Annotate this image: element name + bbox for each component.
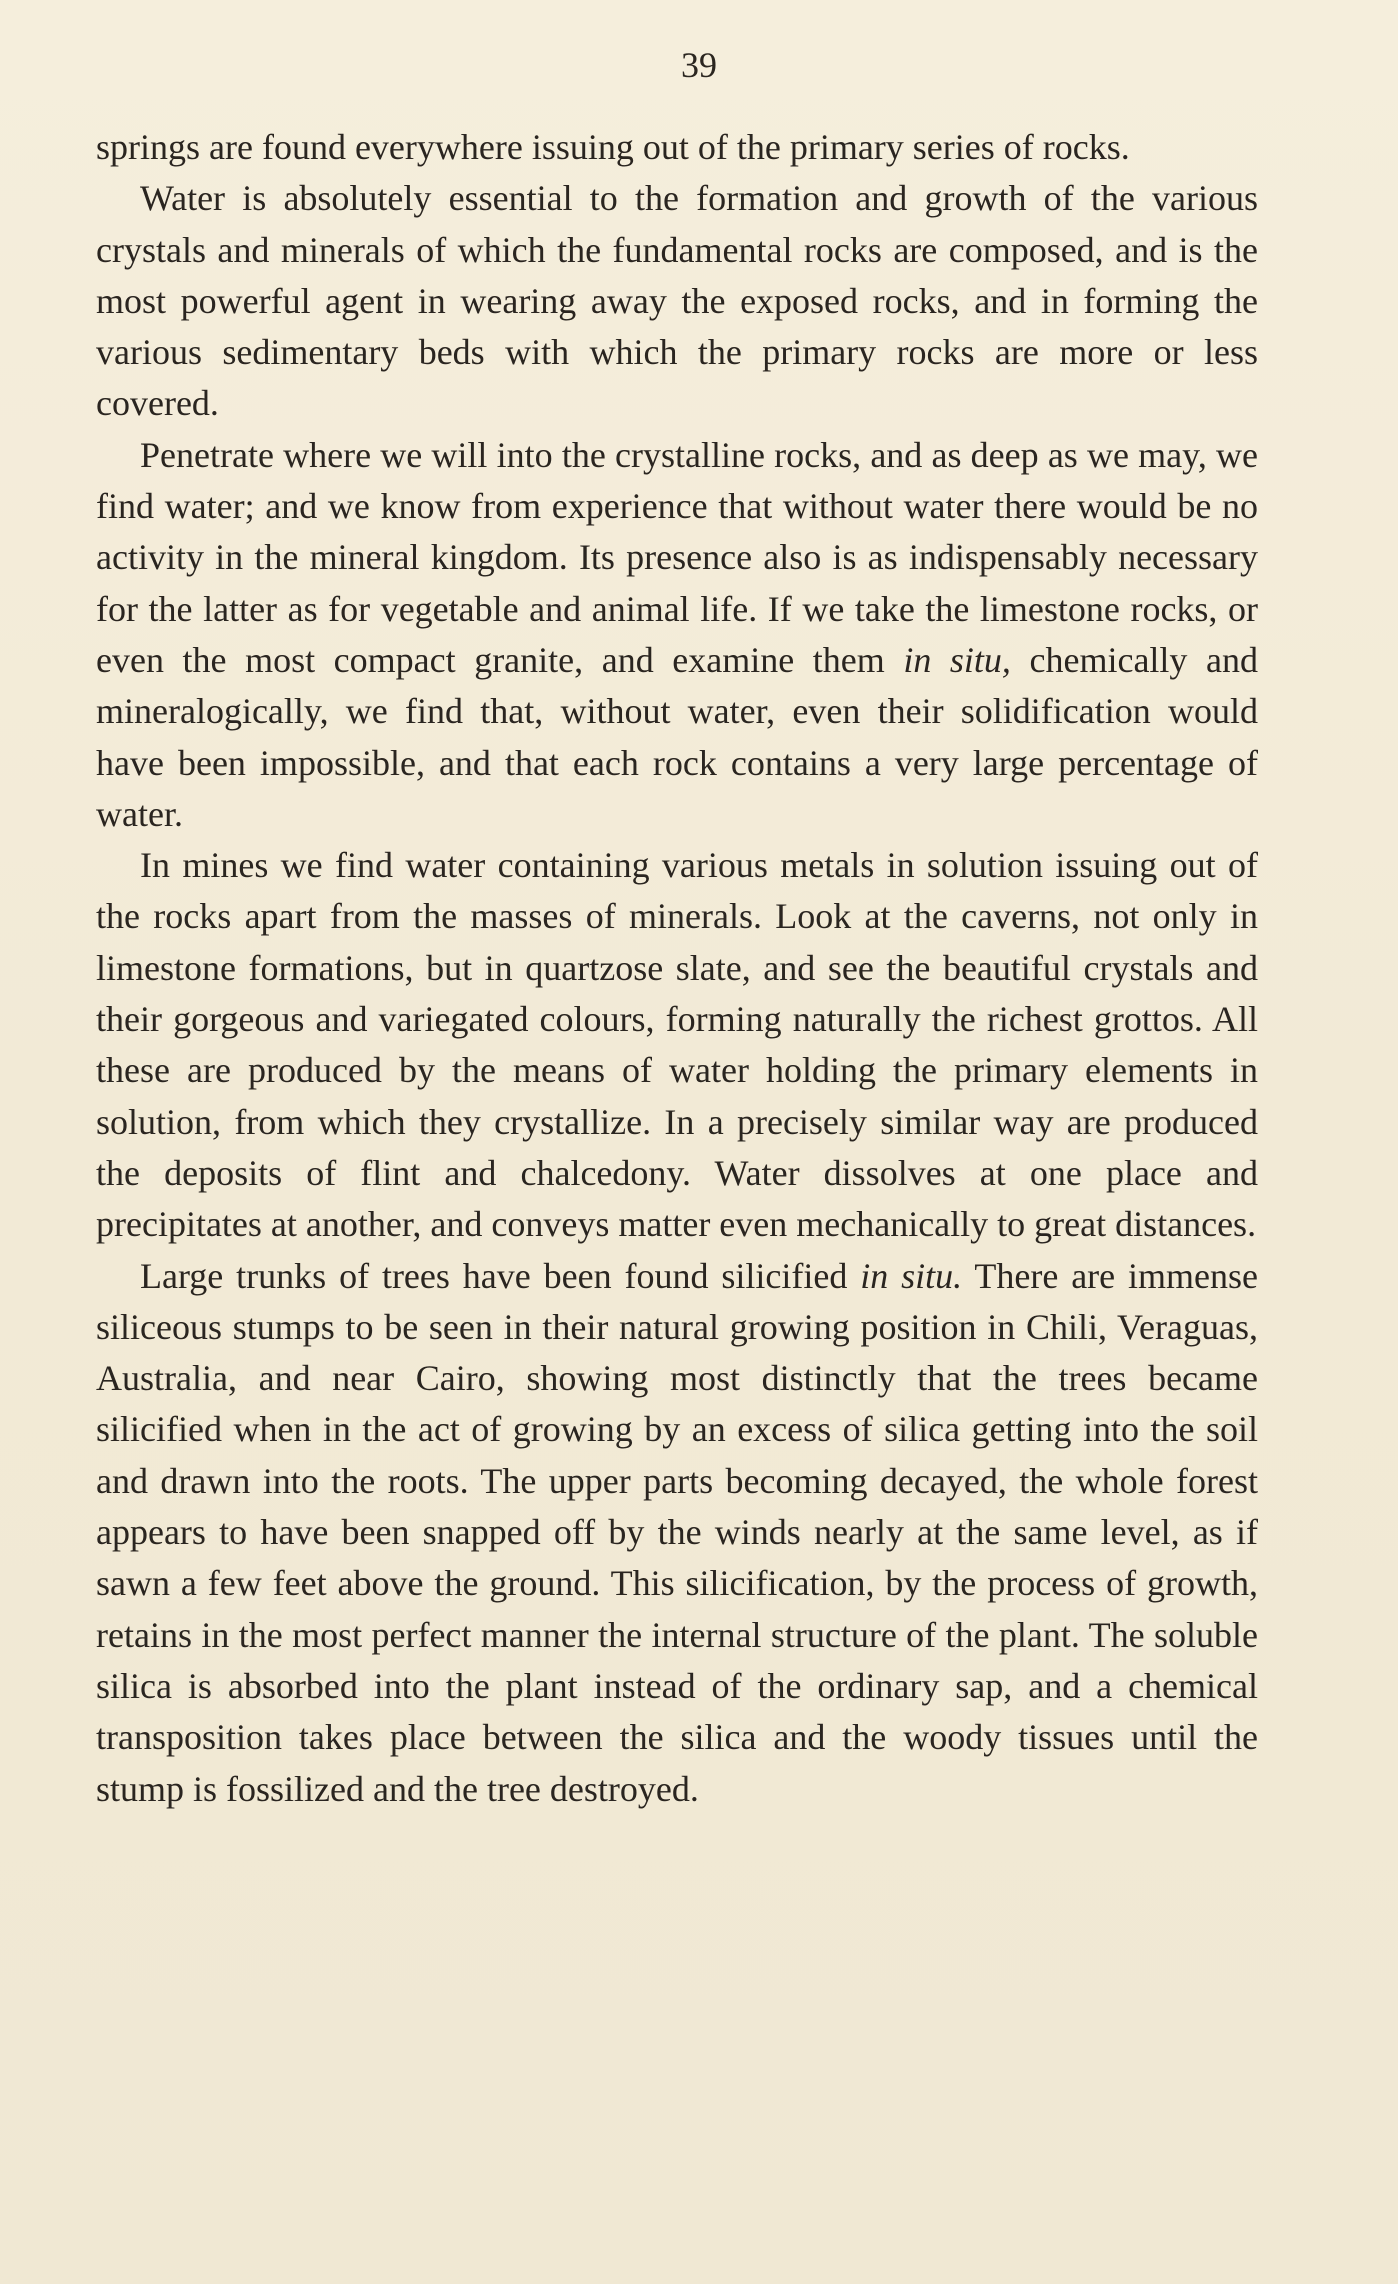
paragraph-3: [96, 430, 1258, 840]
body-text: [96, 122, 1258, 1815]
text-segment: There are immense siliceous stumps to be seen in their natural growing position in Chili, Veraguas, Australia, and near Cairo, showing most distinctly that the trees became silicified when in the act of growing by an excess of silica getting into the soil and drawn into the roots. The upper parts becoming decayed, the whole forest appears to have been snapped off by the winds nearly at the same level, as if sawn a few feet above the ground. This silicification, by the process of growth, retains in the most perfect manner the internal structure of the plant. The soluble silica is absorbed into the plant instead of the ordinary sap, and a chemical transposition takes place between the silica and the woody tissues until the stump is fossilized and the tree destroyed.: [96, 1255, 1258, 1809]
text-segment: springs are found everywhere issuing out of the primary series of rocks.: [96, 127, 1130, 167]
page-number: 39: [681, 45, 717, 85]
text-segment: In mines we find water containing various metals in solution issuing out of the rocks apart from the masses of minerals. Look at the caverns, not only in limestone formations, but in quartzose slate, and see the beautiful crystals and their gorgeous and variegated colours, forming naturally the richest grottos. All these are produced by the means of water holding the primary elements in solution, from which they crystallize. In a precisely similar way are produced the deposits of flint and chalcedony. Water dissolves at one place and precipitates at another, and conveys matter even mechanically to great distances.: [96, 845, 1258, 1245]
italic-segment: in situ,: [903, 639, 1011, 680]
italic-segment: in situ.: [860, 1255, 963, 1296]
text-segment: chemically and mineralogically, we find that, without water, even their solidification would have been impossible, and that each rock contains a very large percentage of water.: [96, 639, 1258, 834]
paragraph-1: [96, 122, 1258, 173]
text-segment: Large trunks of trees have been found silicified: [140, 1255, 861, 1296]
paragraph-4: [96, 840, 1258, 1250]
paragraph-2: [96, 173, 1258, 429]
paragraph-5: [96, 1251, 1258, 1815]
text-segment: Penetrate where we will into the crystalline rocks, and as deep as we may, we find water; and we know from experience that without water there would be no activity in the mineral kingdom. Its presence also is as indispensably necessary for the latter as for vegetable and animal life. If we take the limestone rocks, or even the most compact granite, and examine them: [96, 434, 1258, 680]
text-segment: Water is absolutely essential to the formation and growth of the various crystals and minerals of which the fundamental rocks are composed, and is the most powerful agent in wearing away the exposed rocks, and in forming the various sedimentary beds with which the primary rocks are more or less covered.: [96, 178, 1258, 424]
